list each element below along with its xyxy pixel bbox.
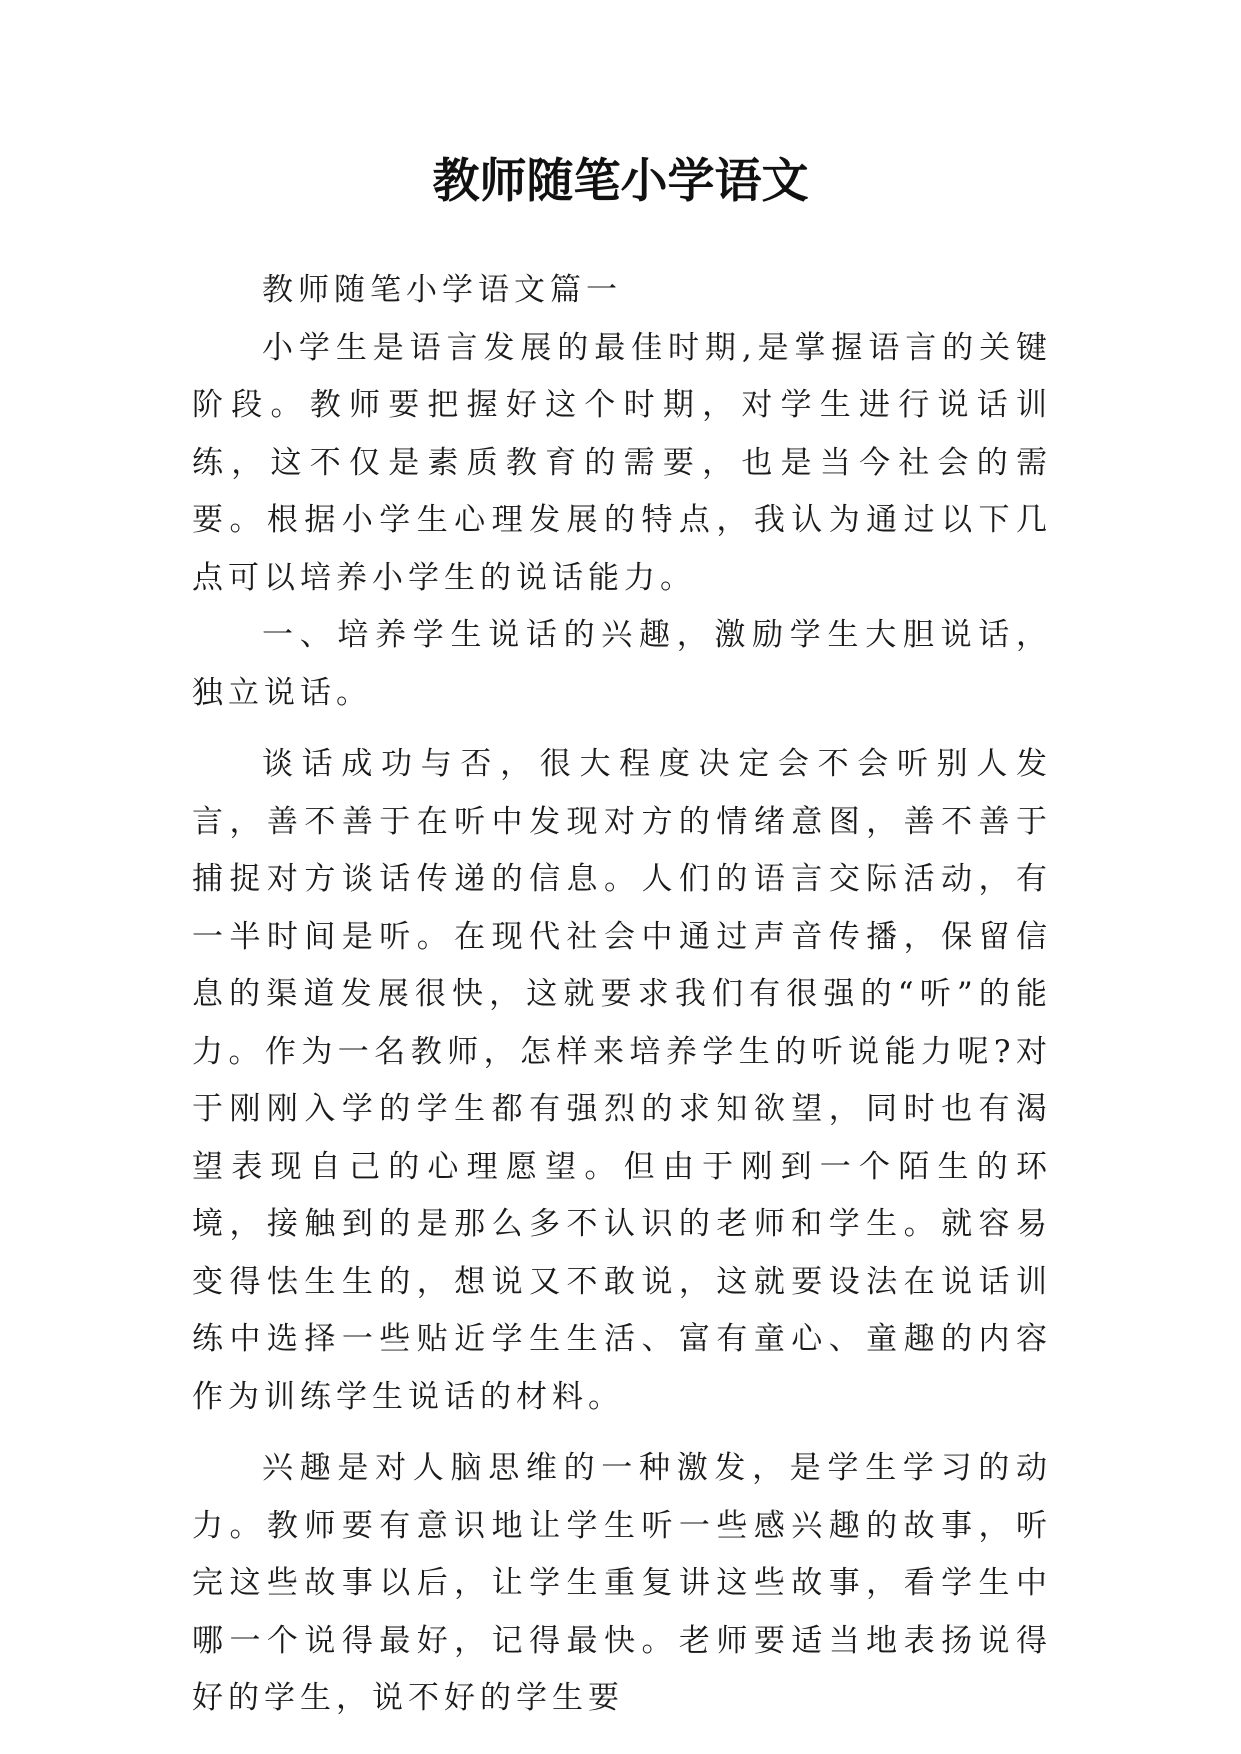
document-body — [192, 262, 1052, 1728]
paragraph-gap — [192, 722, 1052, 736]
paragraph-4: 兴趣是对人脑思维的一种激发，是学生学习的动力。教师要有意识地让学生听一些感兴趣的故事，听完这些故事以后，让学生重复讲这些故事，看学生中哪一个说得最好，记得最快。老师要适当地表扬说得好的学生，说不好的学生要 — [192, 1450, 1052, 1716]
paragraph-gap — [192, 1426, 1052, 1440]
document-title: 教师随笔小学语文 — [432, 154, 809, 209]
paragraph-2: 一、培养学生说话的兴趣，激励学生大胆说话，独立说话。 — [192, 617, 1052, 711]
section-heading: 教师随笔小学语文篇一 — [262, 272, 622, 308]
paragraph-1: 小学生是语言发展的最佳时期,是掌握语言的关键阶段。教师要把握好这个时期，对学生进行说话训练，这不仅是素质教育的需要，也是当今社会的需要。根据小学生心理发展的特点，我认为通过以下几点可以培养小学生的说话能力。 — [192, 329, 1052, 596]
paragraph-3: 谈话成功与否，很大程度决定会不会听别人发言，善不善于在听中发现对方的情绪意图，善不善于捕捉对方谈话传递的信息。人们的语言交际活动，有一半时间是听。在现代社会中通过声音传播，保留信息的渠道发展很快，这就要求我们有很强的“听”的能力。作为一名教师，怎样来培养学生的听说能力呢?对于刚刚入学的学生都有强烈的求知欲望，同时也有渴望表现自己的心理愿望。但由于刚到一个陌生的环境，接触到的是那么多不认识的老师和学生。就容易变得怯生生的，想说又不敢说，这就要设法在说话训练中选择一些贴近学生生活、富有童心、童趣的内容作为训练学生说话的材料。 — [192, 746, 1052, 1415]
